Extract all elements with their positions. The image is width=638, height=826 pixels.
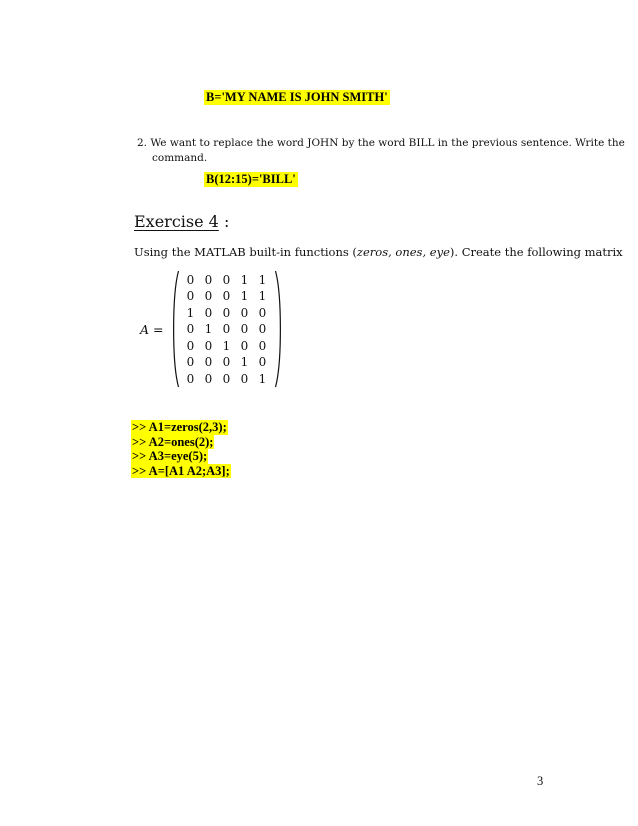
matrix-cell: 1: [240, 289, 249, 303]
matrix-cell: 0: [204, 338, 213, 353]
matrix-cell: 0: [222, 355, 231, 369]
matrix-cell: 0: [240, 305, 249, 320]
matrix-variable: A: [140, 321, 150, 337]
item-line-2: command.: [152, 152, 208, 164]
matrix-table: [182, 271, 272, 387]
matrix-cell: 0: [240, 371, 249, 386]
matrix-label: [140, 322, 164, 337]
answer-highlight-2: B(12:15)='BILL': [206, 172, 296, 186]
exercise-intro: [134, 245, 623, 259]
matrix-cell: 1: [258, 371, 267, 386]
matrix-cell: 1: [204, 322, 213, 336]
matrix-cell: 0: [240, 322, 249, 336]
matrix-cell: 0: [258, 355, 267, 369]
matrix-cell: 1: [240, 355, 249, 369]
matrix-cell: 1: [258, 289, 267, 303]
matrix-cell: 1: [240, 272, 249, 287]
matrix-cell: 0: [222, 322, 231, 336]
matrix-row: [182, 304, 272, 321]
matrix-cell: 0: [186, 371, 195, 386]
right-paren-icon: [274, 270, 284, 388]
matrix-row: [182, 337, 272, 354]
exercise-colon: :: [223, 212, 230, 231]
matrix-cell: 0: [186, 355, 195, 369]
left-paren-icon: [170, 270, 180, 388]
question-item-2: [137, 136, 625, 151]
matrix-cell: 1: [186, 305, 195, 320]
matrix-row: [182, 288, 272, 305]
matrix-cell: 1: [222, 338, 231, 353]
matrix-row: [182, 271, 272, 288]
matrix-cell: 1: [258, 272, 267, 287]
matrix-cell: 0: [222, 371, 231, 386]
intro-after: ). Create the following matrix: [449, 245, 623, 259]
matrix-cell: 0: [258, 338, 267, 353]
matrix-cell: 0: [258, 322, 267, 336]
matrix-cell: 0: [222, 289, 231, 303]
intro-before: Using the MATLAB built-in functions (: [134, 245, 357, 259]
matrix-equals: =: [153, 321, 164, 337]
page-number: 3: [537, 774, 544, 788]
matrix-cell: 0: [204, 305, 213, 320]
matrix-cell: 0: [204, 371, 213, 386]
code-line: >> A=[A1 A2;A3];: [132, 463, 230, 478]
matrix-equation: [140, 270, 284, 388]
matrix-cell: 0: [240, 338, 249, 353]
answer-highlight-1: B='MY NAME IS JOHN SMITH': [206, 90, 388, 104]
code-line: >> A2=ones(2);: [132, 434, 214, 449]
matrix-cell: 0: [222, 305, 231, 320]
matrix-cell: 0: [222, 272, 231, 287]
matrix-cell: 0: [186, 272, 195, 287]
matrix-cell: 0: [258, 305, 267, 320]
item-number: 2.: [137, 137, 148, 149]
matrix-cell: 0: [186, 289, 195, 303]
matrix-cell: 0: [204, 289, 213, 303]
code-line: >> A1=zeros(2,3);: [132, 420, 227, 434]
exercise-heading: [134, 212, 229, 231]
item-line-1: We want to replace the word JOHN by the word BILL in the previous sentence. Write the: [150, 137, 625, 149]
matrix-cell: 0: [186, 322, 195, 336]
matrix-row: [182, 321, 272, 338]
matrix-cell: 0: [186, 338, 195, 353]
matrix-row: [182, 354, 272, 371]
exercise-title: Exercise 4: [134, 212, 219, 231]
matrix-cell: 0: [204, 355, 213, 369]
code-block: [131, 420, 231, 478]
matrix-row: [182, 370, 272, 387]
intro-functions: zeros, ones, eye: [356, 245, 450, 259]
code-line: >> A3=eye(5);: [132, 449, 208, 463]
matrix-cell: 0: [204, 272, 213, 287]
